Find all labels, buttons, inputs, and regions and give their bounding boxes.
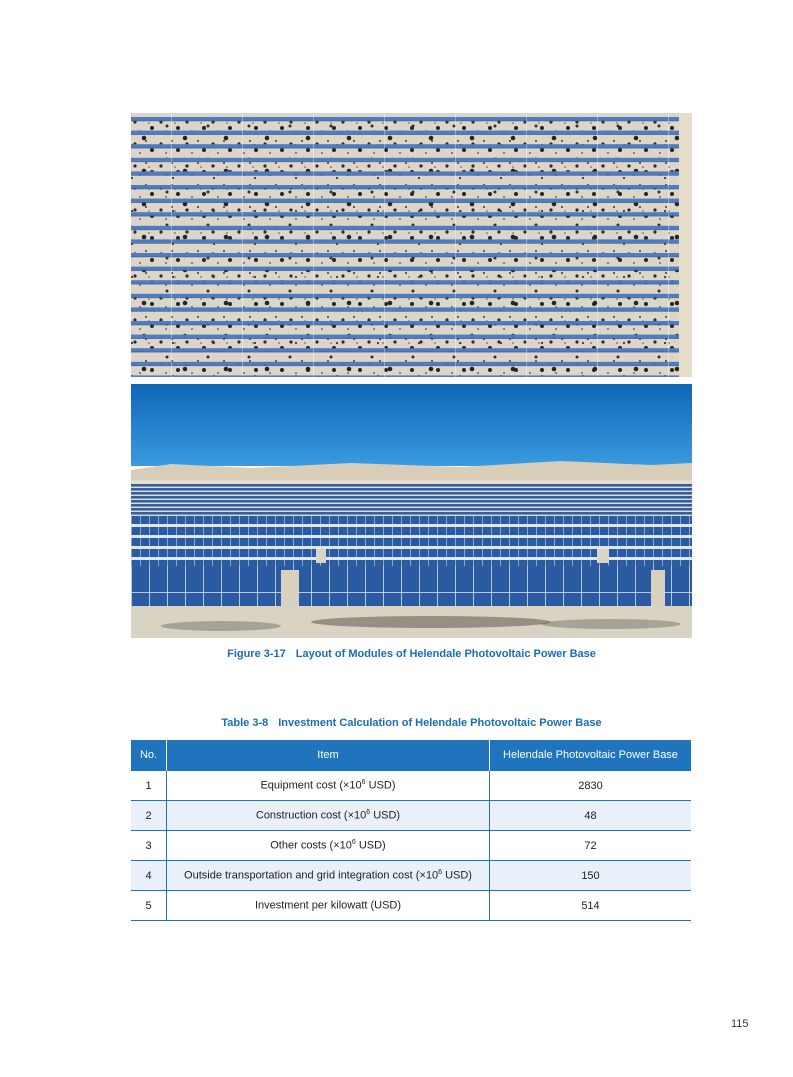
row-number: 4 bbox=[131, 861, 167, 891]
header-item: Item bbox=[167, 740, 490, 771]
row-item bbox=[167, 801, 490, 831]
item-text: Other costs (×10 bbox=[270, 839, 352, 852]
figure-caption bbox=[131, 648, 692, 660]
row-item bbox=[167, 831, 490, 861]
table-header-row bbox=[131, 740, 691, 771]
item-exponent: 6 bbox=[438, 869, 443, 877]
table-caption bbox=[131, 717, 692, 729]
row-number: 3 bbox=[131, 831, 167, 861]
header-no: No. bbox=[131, 740, 167, 771]
item-text: Outside transportation and grid integration cost (×10 bbox=[184, 869, 439, 882]
row-value: 48 bbox=[490, 801, 692, 831]
table-row bbox=[131, 891, 691, 921]
item-exponent: 6 bbox=[351, 839, 356, 847]
header-value: Helendale Photovoltaic Power Base bbox=[490, 740, 692, 771]
item-text: Equipment cost (×10 bbox=[260, 779, 362, 792]
table-row bbox=[131, 861, 691, 891]
table-row bbox=[131, 831, 691, 861]
row-number: 1 bbox=[131, 771, 167, 801]
item-exponent: 6 bbox=[361, 779, 366, 787]
figure-number: Figure 3-17 bbox=[227, 648, 286, 660]
perspective-panels-image bbox=[131, 384, 692, 638]
investment-table bbox=[131, 740, 691, 921]
row-value: 2830 bbox=[490, 771, 692, 801]
item-text: Investment per kilowatt (USD) bbox=[254, 899, 402, 912]
row-number: 5 bbox=[131, 891, 167, 921]
item-exponent: 6 bbox=[366, 809, 371, 817]
item-unit: USD) bbox=[442, 869, 472, 882]
row-value: 72 bbox=[490, 831, 692, 861]
row-item bbox=[167, 891, 490, 921]
row-value: 150 bbox=[490, 861, 692, 891]
table-row bbox=[131, 801, 691, 831]
item-unit: USD) bbox=[365, 779, 396, 792]
row-number: 2 bbox=[131, 801, 167, 831]
row-value: 514 bbox=[490, 891, 692, 921]
table-row bbox=[131, 771, 691, 801]
row-item bbox=[167, 861, 490, 891]
item-text: Construction cost (×10 bbox=[255, 809, 367, 822]
table-number: Table 3-8 bbox=[221, 717, 269, 729]
figure-title: Layout of Modules of Helendale Photovoltaic Power Base bbox=[295, 648, 596, 660]
item-unit: USD) bbox=[370, 809, 401, 822]
page-number: 115 bbox=[731, 1018, 749, 1030]
aerial-layout-image bbox=[131, 113, 692, 377]
table-title: Investment Calculation of Helendale Photovoltaic Power Base bbox=[278, 717, 602, 729]
item-unit: USD) bbox=[355, 839, 386, 852]
row-item bbox=[167, 771, 490, 801]
